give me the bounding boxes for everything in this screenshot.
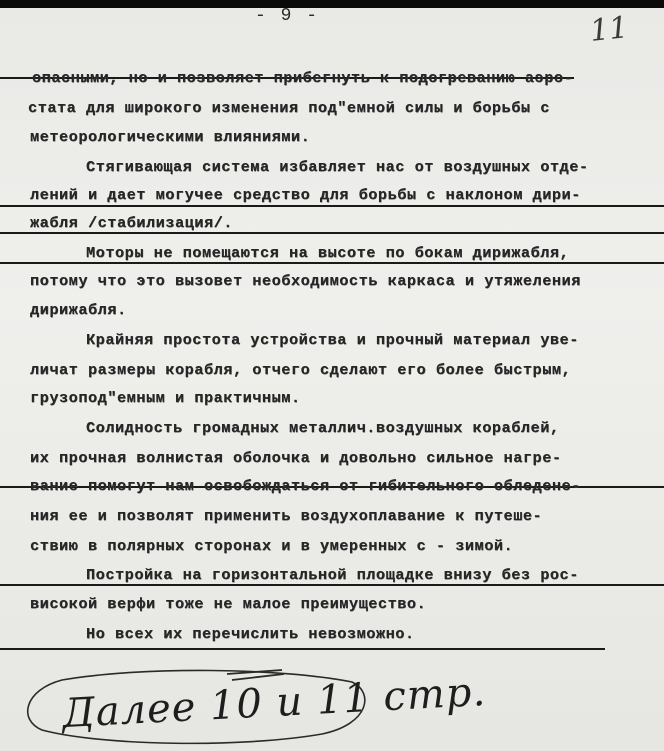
text-line: личат размеры корабля, отчего сделают его более быстрым, <box>30 361 572 379</box>
text-line: грузопод"емным и практичным. <box>30 389 301 407</box>
text-line: лений и дает могучее средство для борьбы с наклоном дири- <box>30 186 581 204</box>
handwritten-text: Далее 10 и 11 стр. <box>61 668 488 738</box>
text-line: жабля /стабилизация/. <box>30 214 233 232</box>
page-number: - 9 - <box>255 8 320 26</box>
underline-rule <box>0 205 664 207</box>
text-line: Стягивающая система избавляет нас от воздушных отде- <box>86 158 589 176</box>
text-line: их прочная волнистая оболочка и довольно сильное нагре- <box>30 449 562 467</box>
text-line: Крайняя простота устройства и прочный материал уве- <box>86 331 579 349</box>
document-page <box>0 8 664 751</box>
text-line: потому что это вызовет необходимость каркаса и утяжеления <box>30 272 581 290</box>
text-line: Но всех их перечислить невозможно. <box>86 625 415 643</box>
text-line: дирижабля. <box>30 301 127 319</box>
text-line: вание помогут нам освобождаться от гибительного обледене- <box>30 477 581 495</box>
text-line: стата для широкого изменения под"емной силы и борьбы с <box>28 99 550 117</box>
handwritten-note <box>22 668 488 748</box>
text-line: високой верфи тоже не малое преимущество. <box>30 595 427 613</box>
underline-rule <box>0 232 664 234</box>
text-line: метеорологическими влияниями. <box>30 128 311 146</box>
underline-rule <box>0 584 664 586</box>
text-line: ния ее и позволят применить воздухоплавание к путеше- <box>30 507 543 525</box>
underline-rule <box>0 262 664 264</box>
text-line: опасными, но и позволяет прибегнуть к подогреванию аэро- <box>32 69 574 87</box>
text-line: ствию в полярных сторонах и в умеренных с - зимой. <box>30 537 514 555</box>
underline-rule <box>0 648 605 650</box>
text-line: Постройка на горизонтальной площадке внизу без рос- <box>86 566 579 584</box>
text-line: Солидность громадных металлич.воздушных кораблей, <box>86 419 560 437</box>
folio-number: 11 <box>588 10 630 49</box>
text-line: Моторы не помещаются на высоте по бокам дирижабля, <box>86 244 570 262</box>
